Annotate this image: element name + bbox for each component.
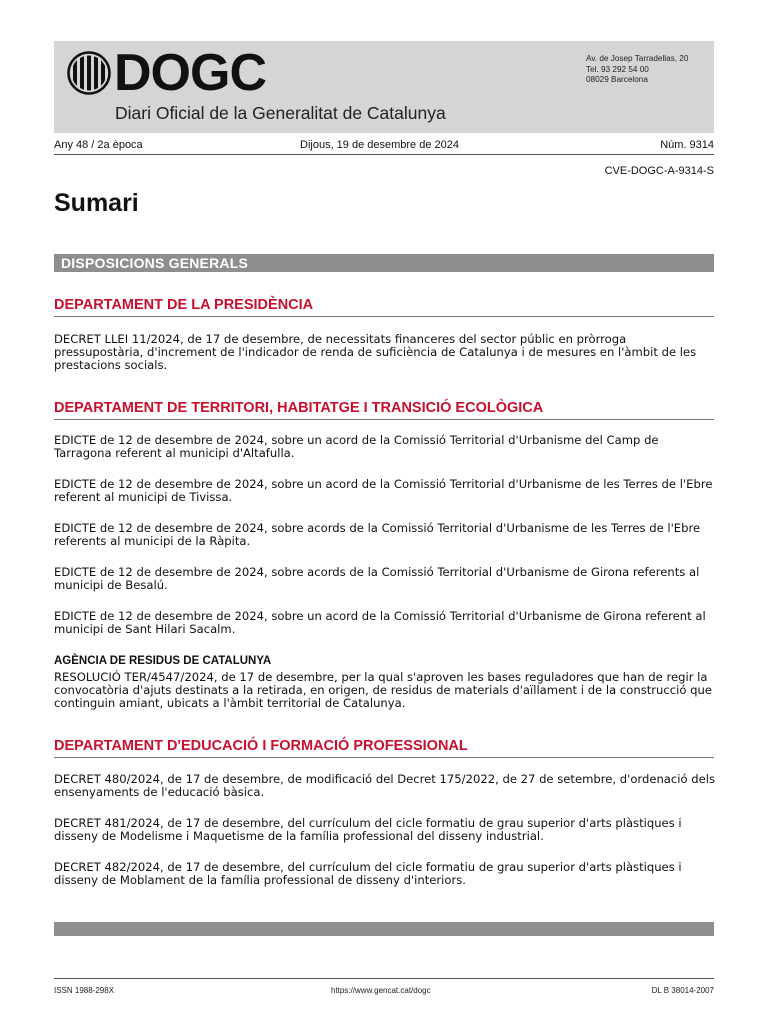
summary-entry[interactable]: EDICTE de 12 de desembre de 2024, sobre acords de la Comissió Territorial d'Urbanisme de Girona referents al municipi de Besalú. — [54, 565, 700, 592]
meta-divider — [54, 154, 714, 155]
logo-subtitle: Diari Oficial de la Generalitat de Catalunya — [115, 103, 446, 123]
footer-legal-deposit: DL B 38014-2007 — [651, 986, 714, 995]
department-divider — [54, 419, 714, 420]
department-heading[interactable]: DEPARTAMENT DE LA PRESIDÈNCIA — [54, 297, 314, 313]
summary-entry[interactable]: RESOLUCIÓ TER/4547/2024, de 17 de desembre, per la qual s'aproven les bases reguladores que han de regir la convocatòria d'ajuts destinats a la retirada, en origen, de residus de materials d'aïllament i de la construcció que continguin amiant, ubicats a l'àmbit territorial de Catalunya. — [54, 670, 712, 710]
section-title: DISPOSICIONS GENERALS — [61, 255, 249, 271]
footer-issn: ISSN 1988-298X — [54, 986, 115, 995]
summary-entry[interactable]: EDICTE de 12 de desembre de 2024, sobre un acord de la Comissió Territorial d'Urbanisme del Camp de Tarragona referent al municipi d'Altafulla. — [54, 433, 659, 460]
department-divider — [54, 316, 714, 317]
summary-entry[interactable]: EDICTE de 12 de desembre de 2024, sobre un acord de la Comissió Territorial d'Urbanisme de les Terres de l'Ebre referent al municipi de Tivissa. — [54, 477, 713, 504]
address-line: Av. de Josep Tarradellas, 20 — [586, 54, 689, 63]
issue-year: Any 48 / 2a època — [54, 139, 143, 151]
department-heading[interactable]: DEPARTAMENT DE TERRITORI, HABITATGE I TRANSICIÓ ECOLÒGICA — [54, 400, 544, 416]
closing-bar — [54, 922, 714, 936]
issue-meta-row — [54, 138, 714, 152]
section-bar — [54, 254, 714, 272]
address-block — [586, 54, 688, 86]
department-heading[interactable]: DEPARTAMENT D'EDUCACIÓ I FORMACIÓ PROFESSIONAL — [54, 738, 468, 754]
summary-entry[interactable]: DECRET 482/2024, de 17 de desembre, del currículum del cicle formatiu de grau superior d'arts plàstiques i disseny de Moblament de la família professional de disseny d'interiors. — [54, 860, 682, 887]
phone-line: Tel. 93 292 54 00 — [586, 64, 649, 74]
issue-date: Dijous, 19 de desembre de 2024 — [300, 139, 459, 151]
department-divider — [54, 757, 714, 758]
generalitat-logo-icon — [67, 51, 111, 95]
page-title: Sumari — [54, 189, 139, 217]
cve-code: CVE-DOGC-A-9314-S — [604, 165, 714, 177]
footer-divider — [54, 978, 714, 979]
summary-entry[interactable]: EDICTE de 12 de desembre de 2024, sobre un acord de la Comissió Territorial d'Urbanisme de Girona referent al municipi de Sant Hilari Sacalm. — [54, 609, 706, 636]
summary-entry[interactable]: EDICTE de 12 de desembre de 2024, sobre acords de la Comissió Territorial d'Urbanisme de les Terres de l'Ebre referents al municipi de la Ràpita. — [54, 521, 701, 548]
postal-line: 08029 Barcelona — [586, 75, 648, 84]
footer-url-link[interactable]: https://www.gencat.cat/dogc — [331, 986, 431, 995]
logo-text: DOGC — [114, 44, 266, 102]
summary-entry[interactable]: DECRET 480/2024, de 17 de desembre, de modificació del Decret 175/2022, de 27 de setembre, d'ordenació dels ensenyaments de l'educació bàsica. — [54, 772, 716, 799]
agency-heading: AGÈNCIA DE RESIDUS DE CATALUNYA — [54, 655, 272, 667]
summary-entry[interactable]: DECRET LLEI 11/2024, de 17 de desembre, de necessitats financeres del sector públic en pròrroga pressupostària, d'increment de l'indicador de renda de suficiència de Catalunya i de mesures en l'àmbit de les prestacions socials. — [54, 332, 697, 372]
summary-entry[interactable]: DECRET 481/2024, de 17 de desembre, del currículum del cicle formatiu de grau superior d'arts plàstiques i disseny de Modelisme i Maquetisme de la família professional del disseny industrial. — [54, 816, 682, 843]
issue-number: Núm. 9314 — [660, 139, 714, 151]
